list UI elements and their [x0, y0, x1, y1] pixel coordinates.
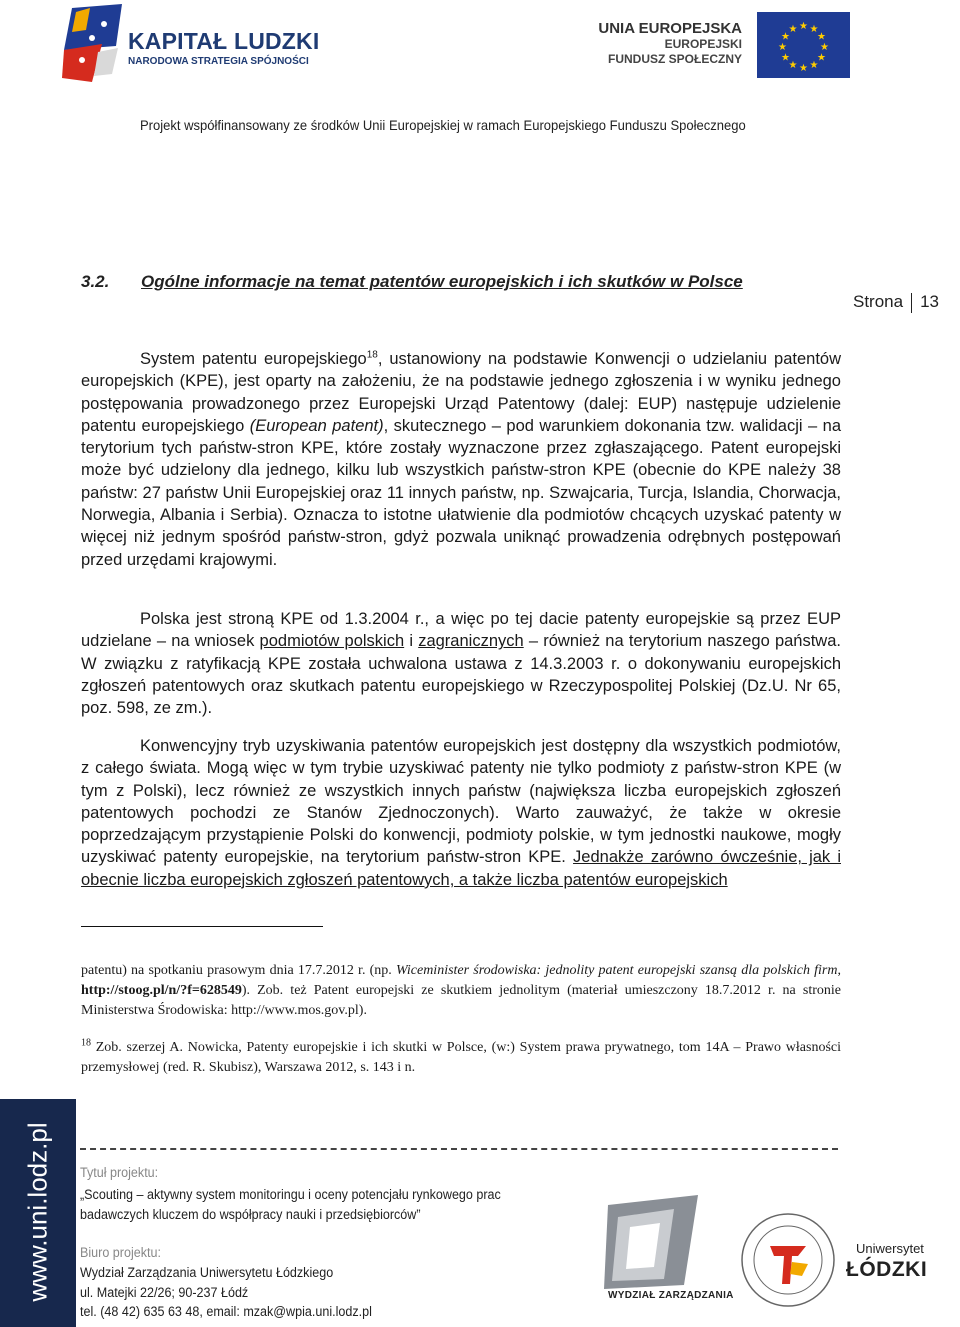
university-label-line2: ŁÓDZKI	[846, 1258, 928, 1281]
project-title-line2: badawczych kluczem do współpracy nauki i przedsiębiorców”	[80, 1207, 421, 1222]
eu-logo	[600, 6, 850, 82]
footnote-18: $^{18}$ Zob. szerzej A. Nowicka, Patenty europejskie i ich skutki w Polsce, (w:) System prawa prywatnego, tom 14A – Prawo własności przemysłowej (red. R. Skubisz), Warszawa 2012, s. 143 i n.	[81, 1037, 841, 1075]
kapital-ludzki-emblem-icon	[62, 4, 124, 86]
office-contact: tel. (48 42) 635 63 48, email: mzak@wpia.uni.lodz.pl	[80, 1304, 372, 1319]
project-label: Tytuł projektu:	[80, 1165, 159, 1180]
kapital-ludzki-title: KAPITAŁ LUDZKI	[128, 28, 320, 54]
section-title: Ogólne informacje na temat patentów europejskich i ich skutków w Polsce	[141, 272, 743, 291]
office-address: ul. Matejki 22/26; 90-237 Łódź	[80, 1285, 249, 1300]
eu-fund-line2: FUNDUSZ SPOŁECZNY	[607, 52, 742, 66]
paragraph-1: System patentu europejskiego$^{18}$, ustanowiony na podstawie Konwencji o udzielaniu patentów europejskich (KPE), jest oparty na założeniu, że na podstawie jednego zgłoszenia i w wyniku jednego postępowania prowadzonego przez Europejski Urząd Patentowy (dalej: EUP) następuje udzielenie patentu europejskiego (European patent), skutecznego – pod warunkiem dokonania tzw. walidacji – na terytorium tych państw-stron KPE, które zostały wyznaczone przez zgłaszającego. Patent europejski może być udzielony dla jednego, kilku lub wszystkich państw-stron KPE (obecnie do KPE należy 38 państw: 27 państw Unii Europejskiej oraz 11 innych państw, np. Szwajcaria, Turcja, Islandia, Chorwacja, Norwegia, Albania i Serbia). Oznacza to istotne ułatwienie dla podmiotów chcących uzyskać patenty w więcej niż jednym spośród państw-stron, gdyż pozwala uniknąć prowadzenia odrębnych postępowań przed urzędami krajowymi.	[81, 349, 842, 569]
project-funding-line: Projekt współfinansowany ze środków Unii Europejskiej w ramach Europejskiego Funduszu Społecznego	[140, 117, 746, 133]
svg-text:★: ★	[799, 21, 808, 32]
page-number: 13	[920, 292, 940, 311]
svg-text:★: ★	[778, 42, 787, 53]
university-label-line1: Uniwersytet	[856, 1241, 924, 1256]
svg-text:★: ★	[788, 24, 798, 35]
paragraph-2: Polska jest stroną KPE od 1.3.2004 r., a więc po tej dacie patenty europejskie są przez EUP udzielane – na wniosek podmiotów polskich i zagranicznych – również na terytorium naszego państwa. W związku z ratyfikacją KPE została uchwalona ustawa z 14.3.2003 r. o dokonywaniu europejskich zgłoszeń patentowych oraz skutkach patentu europejskiego w Rzeczypospolitej Polskiej (Dz.U. Nr 65, poz. 598, ze zm.).	[81, 610, 841, 718]
office-label: Biuro projektu:	[80, 1245, 161, 1260]
svg-text:★: ★	[809, 60, 819, 71]
footer-dashed-divider	[80, 1148, 838, 1152]
footnote-ref-18: 18	[366, 349, 378, 361]
wydzial-zarzadzania-label: WYDZIAŁ ZARZĄDZANIA	[608, 1290, 734, 1301]
svg-text:★: ★	[817, 31, 826, 43]
section-number: 3.2.	[81, 272, 110, 291]
website-link[interactable]: www.uni.lodz.pl	[22, 1122, 53, 1302]
eu-flag-icon	[757, 12, 850, 78]
university-seal-icon	[740, 1212, 836, 1308]
office-name: Wydział Zarządzania Uniwersytetu Łódzkiego	[80, 1265, 334, 1280]
paragraph-3: Konwencyjny tryb uzyskiwania patentów europejskich jest dostępny dla wszystkich podmiotów, z całego świata. Mogą więc w tym trybie uzyskiwać patenty nie tylko podmioty z państw-stron KPE (w tym z Polski), lecz również ze wszystkich innych państw (największa liczba europejskich zgłoszeń patentowych pochodzi ze Stanów Zjednoczonych). Warto zauważyć, że także w okresie poprzedzającym przystąpienie Polski do konwencji, podmioty polskie, w tym jednostki naukowe, mogły uzyskiwać patenty europejskie, na terytorium państw-stron KPE. Jednakże zarówno ówcześnie, jak i obecnie liczba europejskich zgłoszeń patentowych, a także liczba patentów europejskich	[81, 737, 841, 889]
footnote-continued: patentu) na spotkaniu prasowym dnia 17.7.2012 r. (np. Wiceminister środowiska: jednolity patent europejski szansą dla polskich firm, http://stoog.pl/n/?f=628549). Zob. też Patent europejski ze skutkiem jednolitym (materiał umieszczony 18.7.2012 r. na stronie Ministerstwa Środowiska: http://www.mos.gov.pl).	[81, 963, 841, 1018]
eu-fund-line1: EUROPEJSKI	[664, 37, 742, 51]
svg-text:★: ★	[809, 24, 819, 35]
svg-text:★: ★	[781, 31, 790, 43]
footnote-separator	[81, 926, 323, 927]
project-title-line1: „Scouting – aktywny system monitoringu i oceny potencjału rynkowego prac	[80, 1187, 501, 1202]
svg-text:★: ★	[781, 52, 790, 64]
eu-title: UNIA EUROPEJSKA	[598, 20, 742, 37]
svg-text:★: ★	[820, 42, 829, 53]
page-label-word: Strona	[853, 292, 904, 311]
kapital-ludzki-subtitle: NARODOWA STRATEGIA SPÓJNOŚCI	[128, 56, 309, 67]
svg-text:★: ★	[799, 63, 808, 74]
kapital-ludzki-logo	[62, 4, 320, 86]
page-label	[853, 292, 939, 313]
page-label-divider	[911, 293, 912, 313]
svg-text:★: ★	[817, 52, 826, 64]
wydzial-zarzadzania-logo-icon	[604, 1195, 702, 1305]
svg-text:★: ★	[788, 60, 798, 71]
